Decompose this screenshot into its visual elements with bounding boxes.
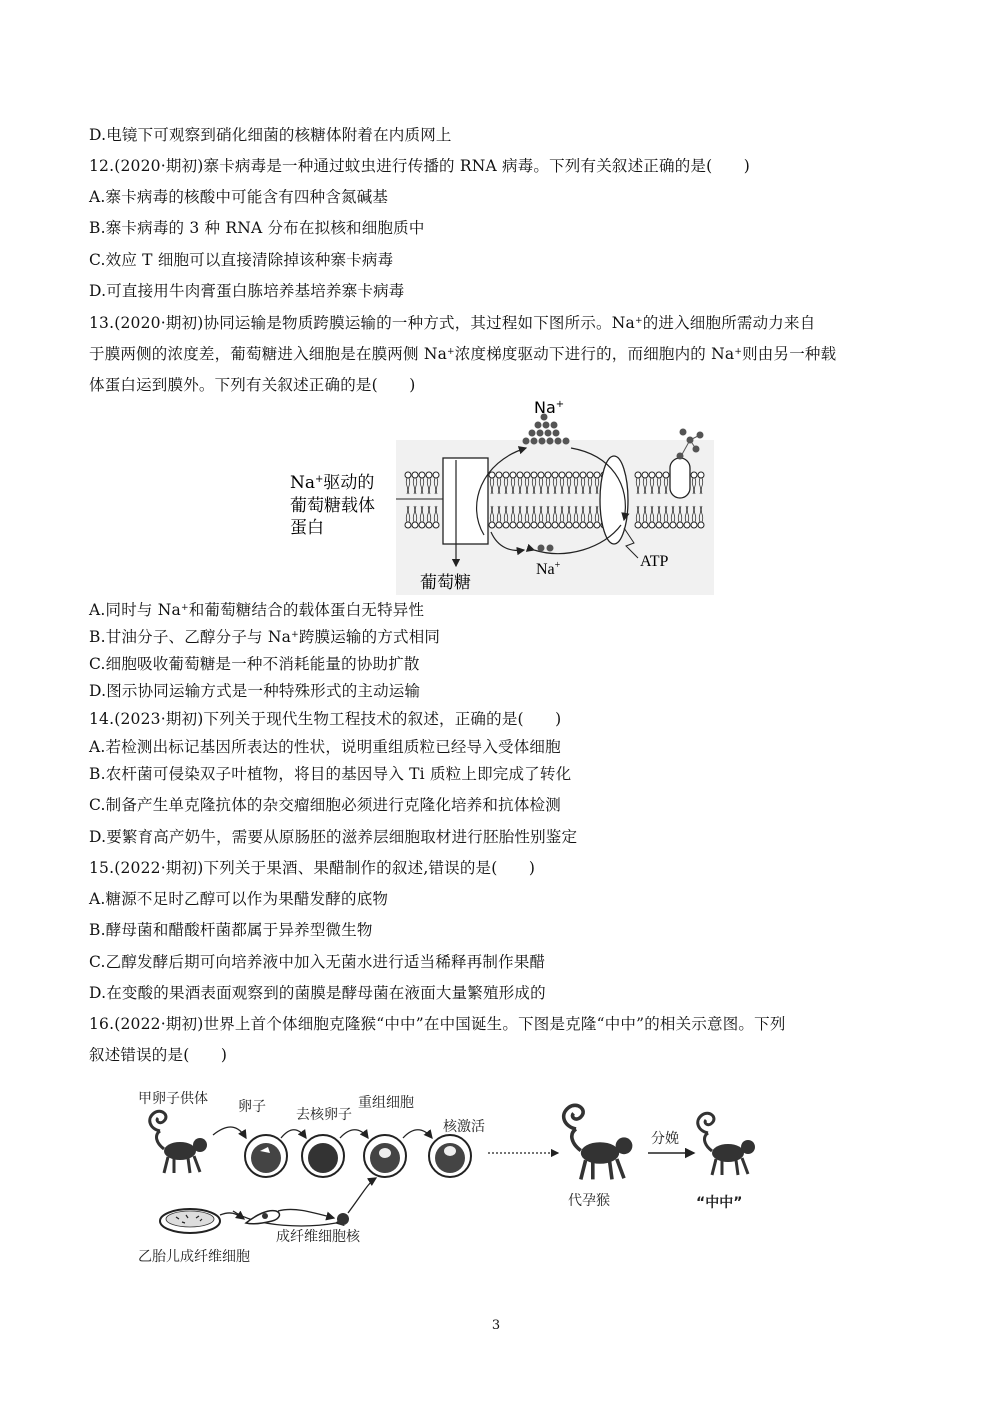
carrier-label-3: 蛋白 — [290, 518, 324, 538]
option-line: D.可直接用牛肉膏蛋白胨培养基培养寨卡病毒 — [89, 282, 405, 300]
delivery-label: 分娩 — [651, 1131, 679, 1147]
atp-label: ATP — [640, 553, 669, 570]
question-13-line2: 于膜两侧的浓度差，葡萄糖进入细胞是在膜两侧 Na+浓度梯度驱动下进行的，而细胞内的 Na+则由另一种载 — [89, 345, 837, 363]
question-15: 15.(2022·期初)下列关于果酒、果醋制作的叙述,错误的是( ) — [89, 859, 536, 877]
option-line: A.同时与 Na+和葡萄糖结合的载体蛋白无特异性 — [89, 601, 425, 619]
question-14: 14.(2023·期初)下列关于现代生物工程技术的叙述，正确的是( ) — [89, 710, 562, 728]
egg-cell-icon — [245, 1135, 287, 1177]
option-line: C.细胞吸收葡萄糖是一种不消耗能量的协助扩散 — [89, 655, 420, 673]
question-13: 13.(2020·期初)协同运输是物质跨膜运输的一种方式，其过程如下图所示。Na+的进入细胞所需动力来自 — [89, 314, 816, 332]
option-line: D.要繁育高产奶牛，需要从原肠胚的滋养层细胞取材进行胚胎性别鉴定 — [89, 828, 578, 846]
reconstructed-cell-icon — [364, 1135, 406, 1177]
surrogate-label: 代孕猴 — [568, 1193, 610, 1209]
option-line: A.糖源不足时乙醇可以作为果醋发酵的底物 — [89, 890, 389, 908]
zhongzhong-label: “中中” — [696, 1195, 743, 1211]
receptor-protein — [670, 458, 690, 498]
cotransport-diagram — [286, 400, 716, 595]
activated-cell-icon — [429, 1135, 471, 1177]
option-line: D.电镜下可观察到硝化细菌的核糖体附着在内质网上 — [89, 126, 452, 144]
option-line: C.乙醇发酵后期可向培养液中加入无菌水进行适当稀释再制作果醋 — [89, 953, 546, 971]
question-12: 12.(2020·期初)寨卡病毒是一种通过蚊虫进行传播的 RNA 病毒。下列有关叙述正确的是( ) — [89, 157, 750, 175]
option-line: C.制备产生单克隆抗体的杂交瘤细胞必须进行克隆化培养和抗体检测 — [89, 796, 561, 814]
option-line: B.寨卡病毒的 3 种 RNA 分布在拟核和细胞质中 — [89, 219, 425, 237]
option-line: A.寨卡病毒的核酸中可能含有四种含氮碱基 — [89, 188, 389, 206]
option-line: A.若检测出标记基因所表达的性状，说明重组质粒已经导入受体细胞 — [89, 738, 561, 756]
clone-monkey-diagram — [138, 1083, 788, 1268]
fibroblast-icon — [246, 1211, 279, 1224]
page-number: 3 — [491, 1318, 501, 1333]
enucleated-label: 去核卵子 — [296, 1107, 352, 1123]
option-line: D.在变酸的果酒表面观察到的菌膜是酵母菌在液面大量繁殖形成的 — [89, 984, 546, 1002]
donor-a-label: 甲卵子供体 — [138, 1091, 208, 1107]
baby-monkey-icon — [698, 1113, 755, 1175]
option-line: B.酵母菌和醋酸杆菌都属于异养型微生物 — [89, 921, 373, 939]
glucose-label: 葡萄糖 — [420, 573, 471, 593]
reconstructed-label: 重组细胞 — [358, 1095, 414, 1111]
option-line: D.图示协同运输方式是一种特殊形式的主动运输 — [89, 682, 421, 700]
donor-b-label: 乙胎儿成纤维细胞 — [138, 1249, 250, 1265]
egg-label: 卵子 — [238, 1099, 266, 1115]
donor-monkey-icon — [150, 1111, 207, 1173]
option-line: C.效应 T 细胞可以直接清除掉该种寨卡病毒 — [89, 251, 394, 269]
na-ions-outside — [523, 414, 570, 445]
question-13-line3: 体蛋白运到膜外。下列有关叙述正确的是( ) — [89, 376, 416, 394]
carrier-label-2: 葡萄糖载体 — [290, 496, 375, 516]
fibro-nucleus-label: 成纤维细胞核 — [276, 1229, 360, 1245]
na-bottom-label: Na+ — [536, 560, 561, 578]
carrier-label-1: Na+驱动的 — [290, 473, 375, 493]
na-pump-protein — [600, 456, 628, 544]
culture-dish-icon — [160, 1209, 220, 1233]
na-top-label: Na+ — [534, 400, 565, 417]
enucleated-egg-icon — [302, 1135, 344, 1177]
fibroblast-nucleus-icon — [337, 1213, 349, 1225]
option-line: B.甘油分子、乙醇分子与 Na+跨膜运输的方式相同 — [89, 628, 441, 646]
surrogate-monkey-icon — [564, 1105, 633, 1179]
question-16-line2: 叙述错误的是( ) — [89, 1046, 228, 1064]
question-16: 16.(2022·期初)世界上首个体细胞克隆猴“中中”在中国诞生。下图是克隆“中中”的相关示意图。下列 — [89, 1015, 786, 1033]
option-line: B.农杆菌可侵染双子叶植物，将目的基因导入 Ti 质粒上即完成了转化 — [89, 765, 572, 783]
activation-label: 核激活 — [443, 1119, 485, 1135]
